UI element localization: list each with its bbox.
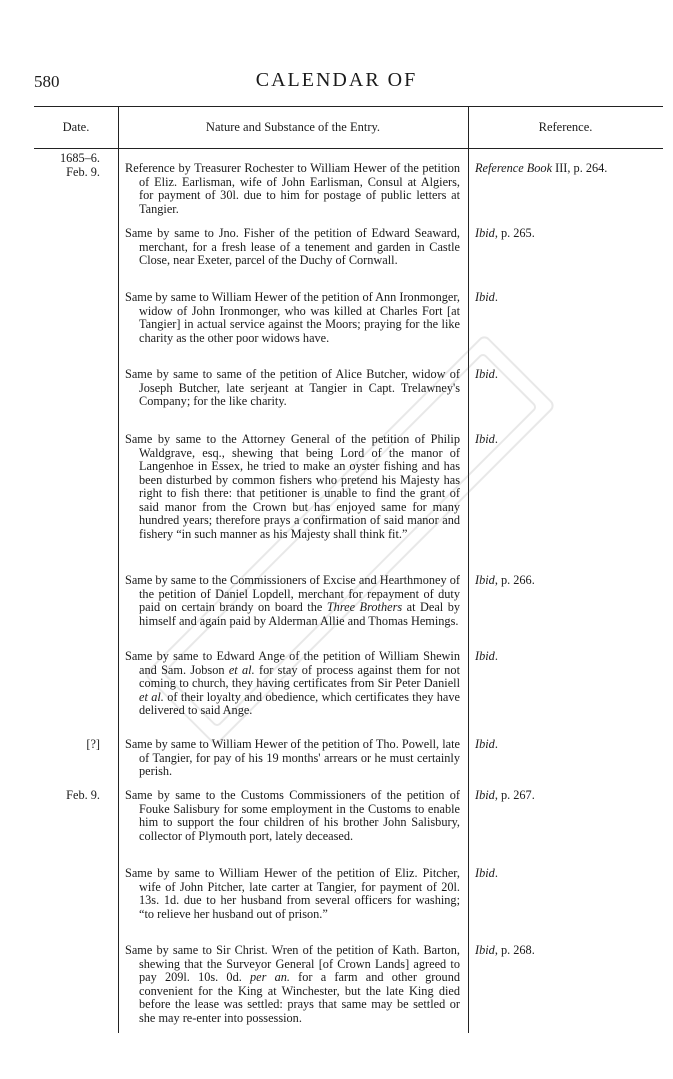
- reference-book: Ibid: [475, 788, 495, 802]
- entry-reference: [475, 650, 498, 664]
- latin-phrase: per an.: [250, 970, 290, 984]
- column-divider-reference: [468, 106, 469, 1033]
- entry-reference: [475, 867, 498, 881]
- entry-reference: [475, 944, 535, 958]
- entry-text: Same by same to same of the petition of Alice Butcher, widow of Joseph Butcher, late serjeant at Tangier in Capt. Trelawney's Company; for the like charity.: [125, 367, 460, 408]
- reference-page: III, p. 264.: [552, 161, 608, 175]
- column-header-reference: Reference.: [538, 120, 593, 134]
- entry-text-part: of their loyalty and obedience, which certificates they have delivered to said Ange.: [139, 689, 461, 717]
- entry-text: Reference by Treasurer Rochester to William Hewer of the petition of Eliz. Earlisman, wife of John Earlisman, Consul at Algiers, for payment of 30l. due to him for postage of public letters at Tangier.: [125, 161, 460, 216]
- table-header-rule: [34, 148, 663, 149]
- entry-9: [125, 789, 460, 843]
- entry-date-year: 1685–6.: [60, 151, 100, 165]
- reference-book: Ibid: [475, 290, 495, 304]
- entry-text-part: for stay of process against them for not coming to church, they having certificates from Sir Peter Daniell: [139, 662, 460, 690]
- entry-text: Same by same to the Attorney General of the petition of Philip Waldgrave, esq., shewing that being Lord of the manor of Langenhoe in Essex, he tried to make an oyster fishing and has been disturbed by common fishers who pretend his Majesty has right to fish there: that petitioner is unable to find the grant of said manor from the Crown but has enjoyed same for many hundred years; therefore prays a confirmation of said manor and fishery “in such manner as his Majesty shall think fit.”: [125, 432, 460, 541]
- reference-page: .: [494, 432, 498, 446]
- entry-text: Same by same to William Hewer of the petition of Tho. Powell, late of Tangier, for pay of his 19 months' arrears or he must certainly perish.: [125, 737, 460, 778]
- reference-page: .: [494, 737, 498, 751]
- entry-text: [125, 574, 460, 628]
- entry-text: Same by same to the Customs Commissioners of the petition of Fouke Salisbury for some employment in the Customs to enable him to support the four children of his brother John Salisbury, collector of Plymouth port, lately deceased.: [125, 788, 460, 843]
- reference-book: Ibid: [475, 737, 495, 751]
- reference-book: Ibid: [475, 226, 495, 240]
- entry-reference: [475, 227, 535, 241]
- entry-text: Same by same to Jno. Fisher of the petition of Edward Seaward, merchant, for a fresh lease of a tenement and garden in Castle Close, near Exeter, parcel of the Duchy of Cornwall.: [125, 226, 460, 267]
- reference-page: , p. 265.: [494, 226, 535, 240]
- reference-page: .: [494, 367, 498, 381]
- reference-book: Ibid: [475, 367, 495, 381]
- reference-book: Ibid: [475, 866, 495, 880]
- table-top-rule: [34, 106, 663, 107]
- entry-date: Feb. 9.: [66, 788, 100, 802]
- reference-page: , p. 266.: [494, 573, 535, 587]
- page-title: CALENDAR OF: [255, 69, 418, 91]
- reference-book: Ibid: [475, 432, 495, 446]
- entry-reference: [475, 368, 498, 382]
- entry-reference: [475, 574, 535, 588]
- entry-6: [125, 574, 460, 628]
- entry-text: Same by same to William Hewer of the petition of Eliz. Pitcher, wife of John Pitcher, late carter at Tangier, for payment of 20l. 13s. 1d. due to her husband from several officers for washing; “to relieve her husband out of prison.”: [125, 866, 460, 921]
- reference-page: .: [494, 866, 498, 880]
- column-header-nature: Nature and Substance of the Entry.: [205, 120, 381, 134]
- entry-1: [125, 162, 460, 216]
- entry-11: [125, 944, 460, 1025]
- entry-text: [125, 944, 460, 1025]
- entry-text-part: at Deal by himself and again paid by Alderman Allie and Thomas Hemings.: [139, 600, 461, 628]
- reference-page: .: [494, 649, 498, 663]
- entry-4: [125, 368, 460, 409]
- entry-text-part: Same by same to Sir Christ. Wren of the petition of Kath. Barton, shewing that the Surveyor General [of Crown Lands] agreed to pay 209l. 10s. 0d.: [125, 943, 460, 984]
- entry-7: [125, 650, 460, 718]
- entry-date: [?]: [86, 737, 100, 751]
- entry-3: [125, 291, 460, 345]
- entry-reference: [475, 291, 498, 305]
- reference-book: Ibid: [475, 573, 495, 587]
- entry-text-part: Same by same to the Commissioners of Excise and Hearthmoney of the petition of Daniel Lopdell, merchant for repayment of duty paid on certain brandy on board the: [125, 573, 460, 614]
- entry-10: [125, 867, 460, 921]
- latin-phrase: et al.: [139, 689, 164, 704]
- entry-5: [125, 433, 460, 541]
- entry-text-part: for a farm and other ground convenient for the King at Winchester, but the late King died before the lease was settled: prays that same may be settled or she may re-enter into possession.: [139, 970, 460, 1025]
- entry-date: Feb. 9.: [66, 165, 100, 179]
- reference-page: , p. 268.: [494, 943, 535, 957]
- reference-book: Reference Book: [475, 161, 553, 175]
- reference-book: Ibid: [475, 649, 495, 663]
- latin-phrase: et al.: [228, 662, 255, 677]
- entry-reference: [475, 738, 498, 752]
- entry-reference: [475, 162, 607, 176]
- entry-reference: [475, 433, 498, 447]
- reference-book: Ibid: [475, 943, 495, 957]
- page-number: 580: [34, 72, 60, 91]
- entry-text: Same by same to William Hewer of the petition of Ann Ironmonger, widow of John Ironmonger, who was killed at Charles Fort [at Tangier] in actual service against the Moors; praying for the like charity as the other poor widows have.: [125, 290, 460, 345]
- entry-8: [125, 738, 460, 779]
- entry-text-part: Same by same to Edward Ange of the petition of William Shewin and Sam. Jobson: [125, 649, 460, 677]
- reference-page: .: [494, 290, 498, 304]
- ship-name: Three Brothers: [326, 600, 403, 614]
- reference-page: , p. 267.: [494, 788, 535, 802]
- entry-reference: [475, 789, 535, 803]
- column-header-date: Date.: [62, 120, 90, 134]
- column-divider-date: [118, 106, 119, 1033]
- entry-2: [125, 227, 460, 268]
- entry-text: [125, 650, 460, 718]
